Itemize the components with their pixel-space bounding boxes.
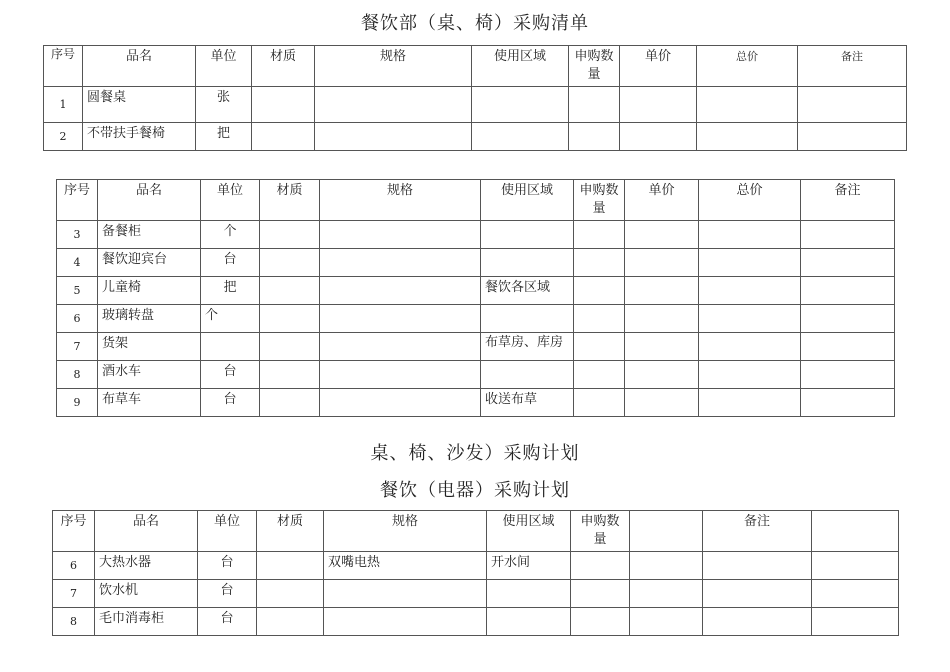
area-cell <box>481 249 574 277</box>
qty-cell <box>571 580 630 608</box>
area-cell: 布草房、库房 <box>481 333 574 361</box>
area-cell <box>487 580 571 608</box>
section-title-electrical-plan: 餐饮（电器）采购计划 <box>380 480 570 501</box>
header-cell: 序号 <box>57 180 98 221</box>
furniture-table-1 <box>43 45 907 151</box>
qty-cell <box>569 87 620 123</box>
document-title-dining-furniture: 餐饮部（桌、椅）采购清单 <box>361 13 589 34</box>
row-number-cell: 9 <box>57 389 98 417</box>
blank-cell <box>630 552 703 580</box>
item-name-cell: 不带扶手餐椅 <box>83 123 196 151</box>
header-cell: 单位 <box>196 46 252 87</box>
row-number-cell: 8 <box>53 608 95 636</box>
item-name-cell: 儿童椅 <box>98 277 201 305</box>
note-cell <box>798 87 907 123</box>
table-row <box>53 552 899 580</box>
header-cell: 序号 <box>44 46 83 87</box>
blank-cell <box>630 608 703 636</box>
note-cell <box>801 277 895 305</box>
header-cell <box>630 511 703 552</box>
area-cell <box>481 221 574 249</box>
total-cell <box>699 221 801 249</box>
row-number-cell: 5 <box>57 277 98 305</box>
row-number-cell: 2 <box>44 123 83 151</box>
table-row <box>57 249 895 277</box>
header-cell: 单位 <box>198 511 257 552</box>
price-cell <box>620 123 697 151</box>
header-cell: 单位 <box>201 180 260 221</box>
qty-cell <box>574 305 625 333</box>
row-number-cell: 3 <box>57 221 98 249</box>
total-cell <box>699 305 801 333</box>
header-cell: 备注 <box>798 46 907 87</box>
table-row <box>53 580 899 608</box>
header-cell: 总价 <box>699 180 801 221</box>
header-cell: 品名 <box>83 46 196 87</box>
electrical-table <box>52 510 899 636</box>
table-row <box>53 608 899 636</box>
spec-cell <box>320 249 481 277</box>
item-name-cell: 货架 <box>98 333 201 361</box>
spec-cell <box>320 361 481 389</box>
total-cell <box>699 361 801 389</box>
note-cell <box>801 333 895 361</box>
row-number-cell: 1 <box>44 87 83 123</box>
total-cell <box>699 277 801 305</box>
area-cell: 开水间 <box>487 552 571 580</box>
material-cell <box>257 580 324 608</box>
material-cell <box>260 305 320 333</box>
item-name-cell: 备餐柜 <box>98 221 201 249</box>
header-cell: 序号 <box>53 511 95 552</box>
item-name-cell: 玻璃转盘 <box>98 305 201 333</box>
spec-cell <box>324 608 487 636</box>
item-name-cell: 饮水机 <box>95 580 198 608</box>
spec-cell <box>320 277 481 305</box>
item-name-cell: 圆餐桌 <box>83 87 196 123</box>
header-cell: 材质 <box>260 180 320 221</box>
note-cell <box>703 608 812 636</box>
row-number-cell: 7 <box>53 580 95 608</box>
price-cell <box>625 277 699 305</box>
qty-cell <box>574 333 625 361</box>
spec-cell <box>320 333 481 361</box>
note-cell <box>801 221 895 249</box>
unit-cell: 个 <box>201 221 260 249</box>
price-cell <box>625 389 699 417</box>
qty-cell <box>574 389 625 417</box>
material-cell <box>260 333 320 361</box>
area-cell <box>472 123 569 151</box>
spec-cell <box>315 87 472 123</box>
header-cell: 品名 <box>95 511 198 552</box>
total-cell <box>699 389 801 417</box>
unit-cell: 台 <box>198 580 257 608</box>
row-number-cell: 6 <box>57 305 98 333</box>
total-cell <box>699 333 801 361</box>
qty-cell <box>574 277 625 305</box>
table-row <box>57 389 895 417</box>
header-cell: 材质 <box>257 511 324 552</box>
unit-cell: 张 <box>196 87 252 123</box>
note-cell <box>798 123 907 151</box>
spec-cell <box>320 389 481 417</box>
price-cell <box>625 361 699 389</box>
note-cell <box>801 249 895 277</box>
spec-cell <box>324 580 487 608</box>
unit-cell: 台 <box>198 608 257 636</box>
unit-cell: 台 <box>201 249 260 277</box>
material-cell <box>260 361 320 389</box>
unit-cell: 台 <box>198 552 257 580</box>
unit-cell: 把 <box>196 123 252 151</box>
header-cell: 申购数量 <box>574 180 625 221</box>
item-name-cell: 布草车 <box>98 389 201 417</box>
table-row <box>44 87 907 123</box>
price-cell <box>625 221 699 249</box>
header-cell: 规格 <box>315 46 472 87</box>
table-row <box>57 361 895 389</box>
qty-cell <box>569 123 620 151</box>
section-title-furniture-plan: 桌、椅、沙发）采购计划 <box>370 443 580 464</box>
table-row <box>57 305 895 333</box>
material-cell <box>260 277 320 305</box>
header-cell: 使用区域 <box>472 46 569 87</box>
row-number-cell: 4 <box>57 249 98 277</box>
table-row <box>57 277 895 305</box>
blank-cell <box>812 580 899 608</box>
header-cell: 总价 <box>697 46 798 87</box>
blank-cell <box>812 608 899 636</box>
unit-cell: 台 <box>201 361 260 389</box>
material-cell <box>252 123 315 151</box>
header-cell: 申购数量 <box>569 46 620 87</box>
table-row <box>44 123 907 151</box>
material-cell <box>260 389 320 417</box>
unit-cell: 台 <box>201 389 260 417</box>
header-cell: 使用区域 <box>481 180 574 221</box>
table-header-row <box>53 511 899 552</box>
area-cell: 餐饮各区域 <box>481 277 574 305</box>
header-cell: 单价 <box>620 46 697 87</box>
header-cell: 备注 <box>801 180 895 221</box>
area-cell <box>487 608 571 636</box>
material-cell <box>257 552 324 580</box>
qty-cell <box>574 249 625 277</box>
area-cell <box>481 361 574 389</box>
header-cell: 使用区域 <box>487 511 571 552</box>
item-name-cell: 毛巾消毒柜 <box>95 608 198 636</box>
price-cell <box>620 87 697 123</box>
note-cell <box>801 361 895 389</box>
blank-cell <box>630 580 703 608</box>
note-cell <box>801 389 895 417</box>
row-number-cell: 6 <box>53 552 95 580</box>
qty-cell <box>571 608 630 636</box>
header-cell: 规格 <box>320 180 481 221</box>
area-cell <box>472 87 569 123</box>
furniture-table-2 <box>56 179 895 417</box>
qty-cell <box>574 221 625 249</box>
spec-cell <box>320 305 481 333</box>
total-cell <box>699 249 801 277</box>
material-cell <box>260 221 320 249</box>
qty-cell <box>571 552 630 580</box>
item-name-cell: 大热水器 <box>95 552 198 580</box>
header-cell: 单价 <box>625 180 699 221</box>
spec-cell <box>315 123 472 151</box>
header-cell: 材质 <box>252 46 315 87</box>
row-number-cell: 7 <box>57 333 98 361</box>
price-cell <box>625 249 699 277</box>
table-row <box>57 333 895 361</box>
unit-cell: 把 <box>201 277 260 305</box>
spec-cell: 双嘴电热 <box>324 552 487 580</box>
header-cell: 品名 <box>98 180 201 221</box>
spec-cell <box>320 221 481 249</box>
item-name-cell: 酒水车 <box>98 361 201 389</box>
note-cell <box>703 580 812 608</box>
header-cell <box>812 511 899 552</box>
total-cell <box>697 123 798 151</box>
unit-cell: 个 <box>201 305 260 333</box>
item-name-cell: 餐饮迎宾台 <box>98 249 201 277</box>
total-cell <box>697 87 798 123</box>
table-header-row <box>44 46 907 87</box>
note-cell <box>801 305 895 333</box>
area-cell <box>481 305 574 333</box>
area-cell: 收送布草 <box>481 389 574 417</box>
header-cell: 申购数量 <box>571 511 630 552</box>
price-cell <box>625 305 699 333</box>
header-cell: 规格 <box>324 511 487 552</box>
qty-cell <box>574 361 625 389</box>
price-cell <box>625 333 699 361</box>
table-header-row <box>57 180 895 221</box>
header-cell: 备注 <box>703 511 812 552</box>
material-cell <box>252 87 315 123</box>
row-number-cell: 8 <box>57 361 98 389</box>
unit-cell <box>201 333 260 361</box>
material-cell <box>257 608 324 636</box>
material-cell <box>260 249 320 277</box>
table-row <box>57 221 895 249</box>
note-cell <box>703 552 812 580</box>
blank-cell <box>812 552 899 580</box>
